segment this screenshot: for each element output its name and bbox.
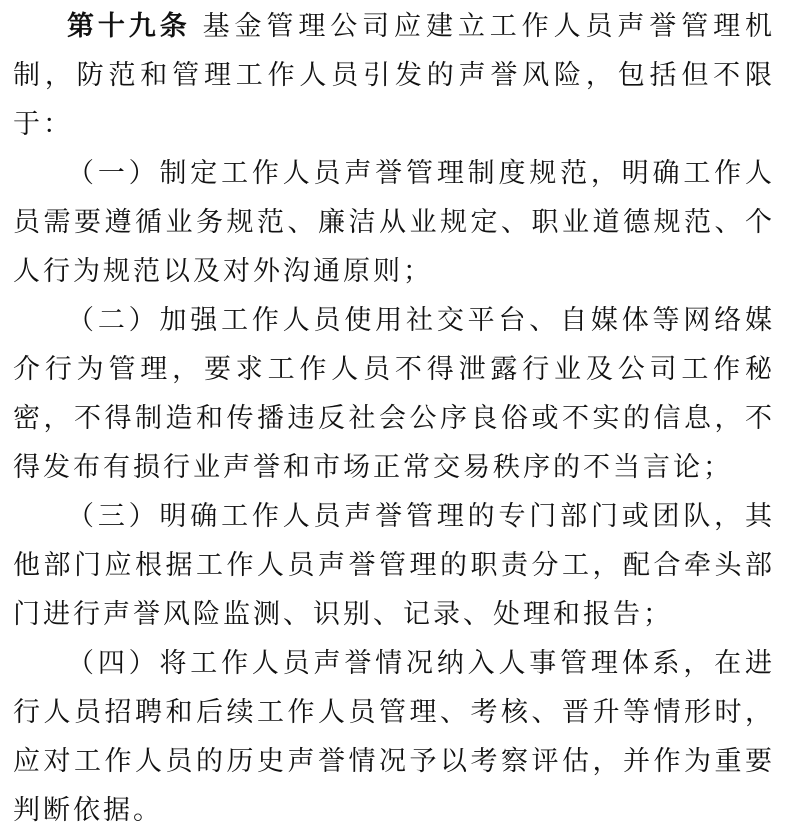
article-intro: 基金管理公司应建立工作人员声誉管理机制，防范和管理工作人员引发的声誉风险，包括但不限于：: [13, 11, 776, 140]
clause-2: （二）加强工作人员使用社交平台、自媒体等网络媒介行为管理，要求工作人员不得泄露行业及公司工作秘密，不得制造和传播违反社会公序良俗或不实的信息，不得发布有损行业声誉和市场正常交易秩序的不当言论；: [13, 305, 775, 483]
article-number: 第十九条: [67, 11, 191, 42]
clause-3: （三）明确工作人员声誉管理的专门部门或团队，其他部门应根据工作人员声誉管理的职责分工，配合牵头部门进行声誉风险监测、识别、记录、处理和报告；: [13, 501, 775, 630]
article-paragraph: [13, 2, 775, 149]
clause-1: （一）制定工作人员声誉管理制度规范，明确工作人员需要遵循业务规范、廉洁从业规定、职业道德规范、个人行为规范以及对外沟通原则；: [13, 158, 775, 287]
clause-4: （四）将工作人员声誉情况纳入人事管理体系，在进行人员招聘和后续工作人员管理、考核、晋升等情形时，应对工作人员的历史声誉情况予以考察评估，并作为重要判断依据。: [13, 648, 775, 826]
